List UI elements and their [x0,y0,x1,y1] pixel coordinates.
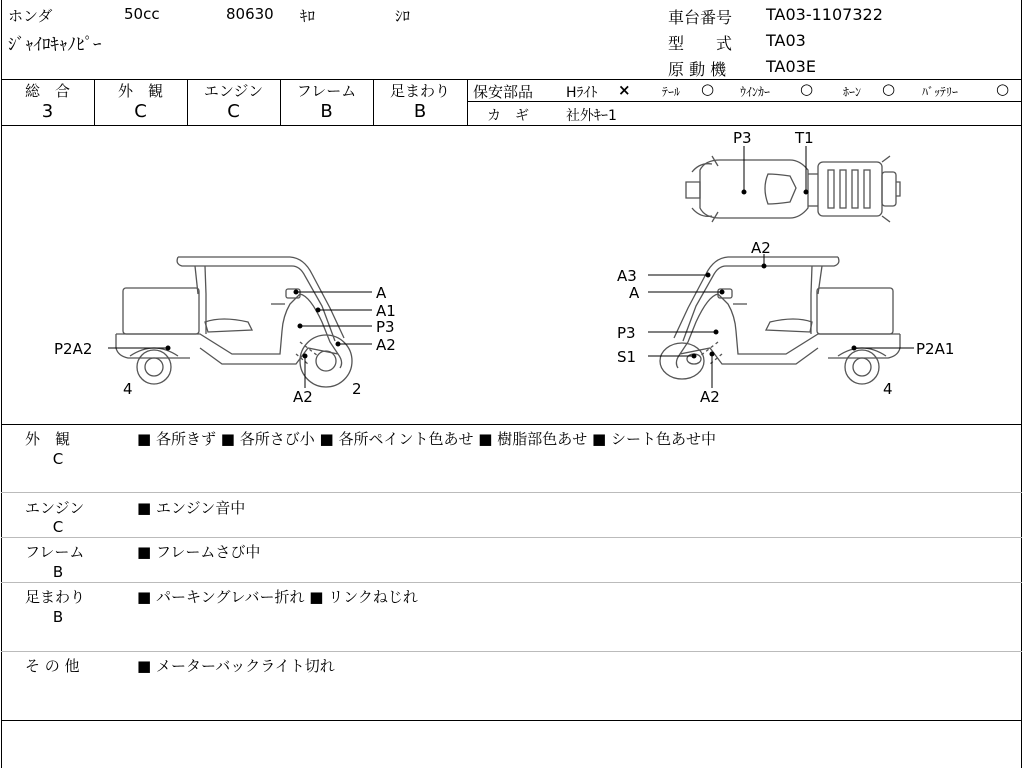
key-value: 社外ｷｰ1 [566,108,617,124]
note-other-category: そ の 他 [25,657,80,675]
rule-diagram-bottom [1,424,1022,425]
rule-notes-bottom [1,720,1022,721]
battery-label: ﾊﾞｯﾃﾘｰ [922,85,959,99]
top-view [686,156,900,222]
tail-label: ﾃｰﾙ [662,85,681,99]
right-label-a2-top: A2 [751,239,771,257]
note-other-items: ■ メーターバックライト切れ [137,657,335,675]
rule-notes-4 [1,651,1022,652]
rule-grades-mid [467,101,1021,102]
grade-engine-label: エンジン [203,82,264,100]
type-label: 型 式 [668,34,733,53]
left-label-a1: A1 [376,302,396,320]
horn-label: ﾎｰﾝ [843,85,862,99]
battery-mark: ○ [996,80,1010,98]
winker-label: ｳｲﾝｶｰ [740,85,771,99]
top-label-p3: P3 [733,129,752,147]
left-label-a: A [376,284,387,302]
note-suspension-category: 足まわり [25,588,86,606]
vehicle-diagram [0,126,1024,424]
note-frame-category: フレーム [25,543,85,561]
key-label: カ ギ [487,108,529,124]
right-label-p3: P3 [617,324,636,342]
rule-notes-3 [1,582,1022,583]
grade-frame-value: B [320,101,333,122]
headlight-label: Hﾗｲﾄ [566,85,598,101]
grade-suspension-value: B [413,101,427,122]
left-label-4: 4 [123,380,133,398]
rule-notes-1 [1,492,1022,493]
grade-overall-label: 総 合 [24,82,70,100]
chassis-value: TA03-1107322 [766,5,883,24]
left-label-p3: P3 [376,318,395,336]
headlight-mark: × [618,81,631,99]
grade-overall-value: 3 [41,101,54,122]
grade-engine-value: C [227,101,240,122]
mileage: 80630 [226,5,274,23]
rule-notes-2 [1,537,1022,538]
displacement: 50cc [124,5,160,23]
note-frame-items: ■ フレームさび中 [137,543,261,561]
left-side-view [116,257,352,387]
right-label-4: 4 [883,380,893,398]
right-label-a: A [629,284,640,302]
note-exterior-grade: C [52,450,64,468]
left-label-2: 2 [352,380,362,398]
chassis-label: 車台番号 [668,8,733,27]
note-engine-grade: C [52,518,64,536]
tail-mark: ○ [701,80,715,98]
engine-label: 原 動 機 [668,60,727,79]
right-label-a2-bottom: A2 [700,388,720,406]
right-label-p2a1: P2A1 [916,340,955,358]
note-suspension-items: ■ パーキングレバー折れ ■ リンクねじれ [137,588,418,606]
note-engine-category: エンジン [25,499,85,517]
maker: ホンダ [8,7,53,25]
winker-mark: ○ [800,80,814,98]
horn-mark: ○ [882,80,896,98]
right-label-a3: A3 [617,267,637,285]
right-label-s1: S1 [617,348,637,366]
safety-label: 保安部品 [473,83,534,101]
grade-suspension-label: 足まわり [389,82,450,100]
col-divider-5 [467,79,468,125]
left-label-p2a2: P2A2 [54,340,93,358]
grade-exterior-value: C [134,101,147,122]
color: ｼﾛ [395,7,411,25]
right-side-view [660,257,900,384]
left-label-a2-front: A2 [376,336,396,354]
note-suspension-grade: B [52,608,64,626]
model-name: ｼﾞｬｲﾛｷｬﾉﾋﾟｰ [8,35,102,55]
note-engine-items: ■ エンジン音中 [137,499,246,517]
note-exterior-category: 外 観 [25,430,71,448]
engine-value: TA03E [766,57,816,76]
grade-exterior-label: 外 観 [117,82,163,100]
mileage-unit: ｷﾛ [300,7,316,25]
note-exterior-items: ■ 各所きず ■ 各所さび小 ■ 各所ペイント色あせ ■ 樹脂部色あせ ■ シート色あせ中 [137,430,716,448]
grade-frame-label: フレーム [296,82,357,100]
top-label-t1: T1 [795,129,814,147]
note-frame-grade: B [52,563,64,581]
left-label-a2-bottom: A2 [293,388,313,406]
type-value: TA03 [766,31,806,50]
